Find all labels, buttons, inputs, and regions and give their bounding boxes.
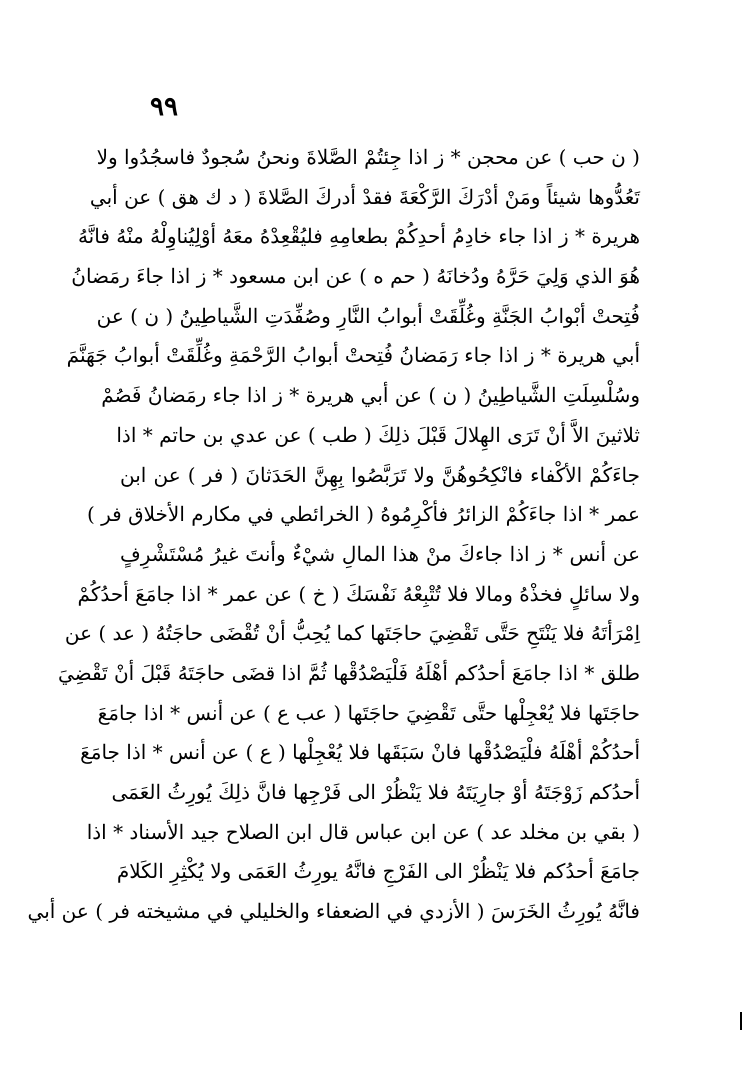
text-line: جاءَكُمْ الأكْفاء فانْكِحُوهُنَّ ولا تَرَبَّصُوا بِهِنَّ الحَدَثانَ ( فر ) عن ابن: [120, 462, 640, 487]
text-line: وسُلْسِلَتِ الشَّياطِينُ ( ن ) عن أبي هريرة * ز اذا جاء رمَضانُ فَصُمْ: [101, 383, 640, 408]
text-line: فانَّهُ يُورِثُ الخَرَسَ ( الأزدي في الضعفاء والخليلي في مشيخته فر ) عن أبي: [27, 899, 640, 924]
text-line: طلق * اذا جامَعَ أحدُكم أهْلَهُ فَلْيَصْدُقْها ثُمَّ اذا قضَى حاجَتَهُ قَبْلَ أنْ تَقْضِيَ: [57, 660, 640, 685]
text-line: عن أنس * ز اذا جاءكَ منْ هذا المالِ شيْءٌ وأنتَ غيرُ مُسْتَشْرِفٍ: [120, 541, 640, 566]
text-line: اِمْرَأتَهُ فلا يَنْتَحِ حَتَّى تَقْضِيَ حاجَتَها كما يُحِبُّ أنْ تُقْضَى حاجَتُهُ ( عد ) عن: [64, 621, 640, 646]
scan-edge-mark: [740, 1012, 742, 1030]
text-line: جامَعَ أحدُكم فلا يَنْظُرْ الى الفَرْجِ فانَّهُ يورِثُ العَمَى ولا يُكْثِرِ الكَلامَ: [116, 859, 640, 884]
text-line: عمر * اذا جاءَكُمْ الزائرُ فأكْرِمُوهُ ( الخرائطي في مكارم الأخلاق فر ): [86, 502, 640, 527]
text-line: ولا سائلٍ فخذْهُ ومالا فلا تُتْبِعْهُ نَفْسَكَ ( خ ) عن عمر * اذا جامَعَ أحدُكُمْ: [77, 581, 640, 606]
text-line: ثلاثينَ الاَّ أنْ تَرَى الهِلالَ قَبْلَ ذلِكَ ( طب ) عن عدي بن حاتم * اذا: [116, 422, 640, 447]
text-line: تَعُدُّوها شيئاً ومَنْ أدْرَكَ الرَّكْعَةَ فقدْ أدركَ الصَّلاةَ ( د ك هق ) عن أبي: [89, 184, 640, 209]
body-text: [27, 138, 640, 932]
page-number: ٩٩: [150, 92, 178, 122]
text-line: حاجَتَها فلا يُعْجِلْها حتَّى تَقْضِيَ حاجَتَها ( عب ع ) عن أنس * اذا جامَعَ: [97, 700, 640, 725]
text-line: أحدُكُمْ أهْلَهُ فلْيَصْدُقْها فانْ سَبَقَها فلا يُعْجِلْها ( ع ) عن أنس * اذا جامَعَ: [80, 740, 640, 765]
text-line: هُوَ الذي وَلِيَ حَرَّهُ ودُخانَهُ ( حم ه ) عن ابن مسعود * ز اذا جاءَ رمَضانُ: [71, 264, 640, 289]
text-line: أحدُكم زَوْجَتَهُ أوْ جارِيَتَهُ فلا يَنْظُرْ الى فَرْجِها فانَّ ذلِكَ يُورِثُ العَمَى: [111, 780, 640, 804]
text-line: أبي هريرة * ز اذا جاء رَمَضانُ فُتِحتْ أبوابُ الرَّحْمَةِ وغُلِّقَتْ أبوابُ جَهَنَّمَ: [66, 343, 640, 368]
text-line: فُتِحتْ أبْوابُ الجَنَّةِ وغُلِّقَتْ أبوابُ النَّارِ وصُفِّدَتِ الشَّياطِينُ ( ن ) عن: [96, 303, 640, 328]
text-line: هريرة * ز اذا جاء خادِمُ أحدِكُمْ بطعامِهِ فليُقْعِدْهُ معَهُ أوْلِيُناوِلْهُ منْهُ فانَّهُ: [77, 224, 640, 249]
text-line: ( ن حب ) عن محجن * ز اذا جِئتُمْ الصَّلاةَ ونحنُ سُجودٌ فاسجُدُوا ولا: [96, 145, 640, 169]
text-line: ( بقي بن مخلد عد ) عن ابن عباس قال ابن الصلاح جيد الأسناد * اذا: [86, 819, 640, 844]
